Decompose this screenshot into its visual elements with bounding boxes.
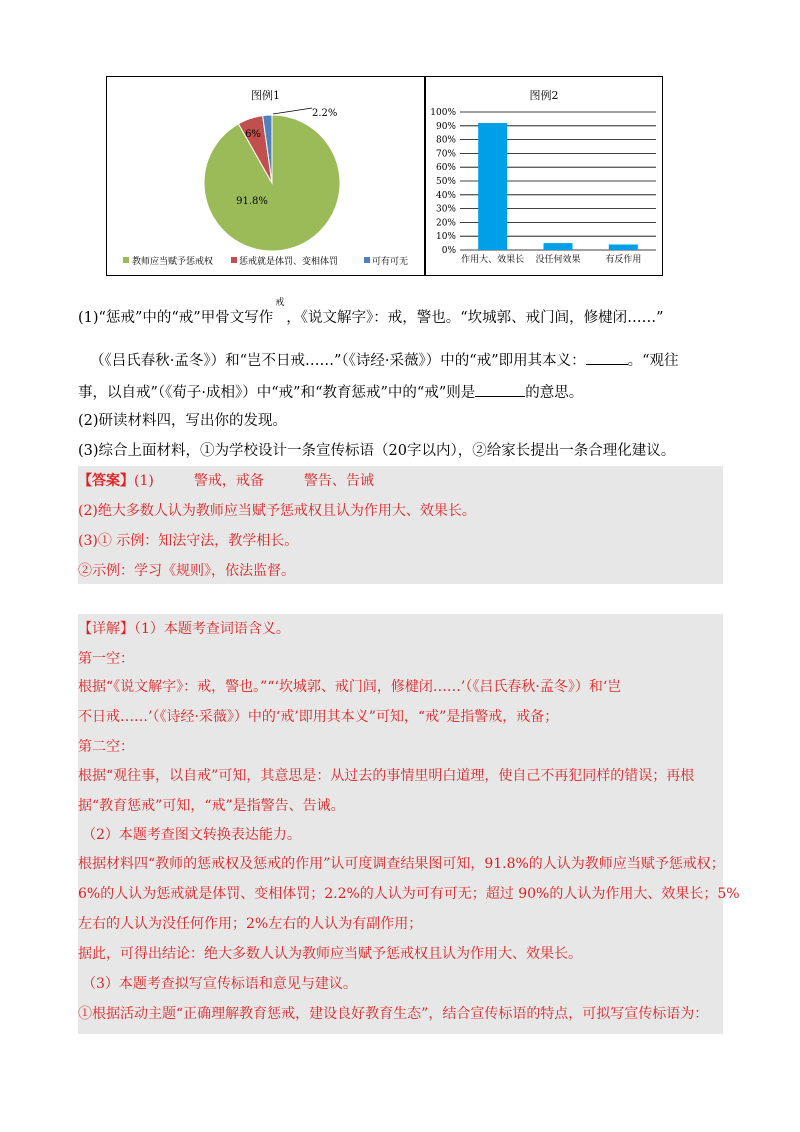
detail-line-11: 左右的人认为没任何作用；2%左右的人认为有副作用； bbox=[78, 916, 423, 932]
detail-line-2: 第一空： bbox=[78, 651, 134, 667]
answer-line-1 bbox=[78, 470, 374, 492]
q1-text-a: (1)“惩戒”中的“戒”甲骨文写作 bbox=[78, 310, 274, 326]
bar-y-tick-label: 60% bbox=[435, 163, 456, 174]
bar-y-tick-label: 0% bbox=[441, 246, 456, 256]
question-2: (2)研读材料四，写出你的发现。 bbox=[78, 413, 288, 429]
oracle-bone-glyph: 戒 bbox=[275, 298, 285, 308]
question-1-line-1 bbox=[78, 298, 664, 329]
bar-y-tick-label: 70% bbox=[435, 149, 456, 160]
fill-blank-1[interactable] bbox=[586, 350, 628, 365]
legend-swatch-2 bbox=[231, 257, 237, 263]
bar-category-label: 作用大、效果长 bbox=[461, 255, 525, 265]
detail-line-4: 不日戒……’（《诗经·采薇》）中的‘戒’即用其本义”可知，“戒”是指警戒，戒备； bbox=[78, 709, 559, 725]
legend-label-2: 惩戒就是体罚、变相体罚 bbox=[239, 257, 339, 267]
bar-y-tick-label: 90% bbox=[435, 121, 456, 132]
detail-line-12: 据此，可得出结论：绝大多数人认为教师应当赋予惩戒权且认为作用大、效果长。 bbox=[78, 946, 582, 962]
answer-3: (3)① 示例：知法守法，教学相长。 bbox=[78, 533, 299, 549]
bar-y-tick-label: 20% bbox=[435, 218, 456, 229]
detail-line-5: 第二空： bbox=[78, 739, 134, 755]
bar-y-tick-label: 40% bbox=[435, 190, 456, 201]
pie-label-small: 2.2% bbox=[312, 108, 338, 119]
q1-text-e: 事，以自戒”（《荀子·成相》）中“戒”和“教育惩戒”中的“戒”则是 bbox=[78, 385, 476, 401]
bar-category-label: 有反作用 bbox=[605, 255, 642, 265]
bar-3 bbox=[609, 244, 638, 250]
legend-swatch-3 bbox=[364, 257, 370, 263]
detail-line-1 bbox=[78, 618, 290, 640]
pie-label-mid: 6% bbox=[245, 129, 261, 140]
answer-1-value-2: 警告、告诫 bbox=[303, 473, 374, 489]
answer-1-value-1: 警戒，戒备 bbox=[193, 473, 264, 489]
bar-2 bbox=[544, 243, 573, 250]
bar-y-tick-label: 100% bbox=[430, 108, 456, 118]
bar-y-tick-label: 10% bbox=[435, 232, 456, 243]
q1-text-b: ，《说文解字》：戒，警也。“坎城郭、戒门闾，修楗闭……” bbox=[286, 310, 664, 326]
pie-leader-line bbox=[273, 108, 312, 114]
answer-tag: 【答案】 bbox=[78, 473, 134, 489]
detail-line-9: 根据材料四“教师的惩戒权及惩戒的作用”认可度调查结果图可知，91.8%的人认为教师应当赋予惩戒权； bbox=[78, 856, 725, 872]
pie-chart-svg bbox=[107, 77, 424, 275]
q1-text-f: 的意思。 bbox=[525, 385, 584, 401]
answer-1-num: (1) bbox=[134, 473, 154, 489]
question-3: (3)综合上面材料，①为学校设计一条宣传标语（20字以内），②给家长提出一条合理化建议。 bbox=[78, 443, 676, 459]
answer-2: (2)绝大多数人认为教师应当赋予惩戒权且认为作用大、效果长。 bbox=[78, 503, 476, 519]
legend-swatch-1 bbox=[123, 257, 129, 263]
bar-chart-svg bbox=[426, 77, 662, 275]
bar-y-tick-label: 50% bbox=[435, 177, 456, 187]
bar-y-tick-label: 30% bbox=[435, 204, 456, 215]
bar-y-tick-label: 80% bbox=[435, 135, 456, 146]
question-1-line-2 bbox=[90, 350, 679, 372]
pie-chart-title: 图例1 bbox=[251, 89, 280, 102]
detail-l1: （1）本题考查词语含义。 bbox=[134, 621, 290, 637]
detail-tag: 【详解】 bbox=[78, 621, 134, 637]
detail-line-7: 据“教育惩戒”可知，“戒”是指警告、告诫。 bbox=[78, 798, 345, 814]
pie-chart bbox=[106, 76, 425, 276]
detail-line-14: ①根据活动主题“正确理解教育惩戒，建设良好教育生态”，结合宣传标语的特点，可拟写宣传标语为： bbox=[78, 1006, 709, 1022]
question-1-line-3 bbox=[78, 382, 583, 404]
answer-3b: ②示例：学习《规则》，依法监督。 bbox=[78, 563, 295, 579]
fill-blank-2[interactable] bbox=[475, 382, 525, 397]
detail-line-13: （3）本题考查拟写宣传标语和意见与建议。 bbox=[82, 976, 357, 992]
detail-line-8: （2）本题考查图文转换表达能力。 bbox=[82, 827, 301, 843]
bar-chart bbox=[425, 76, 663, 276]
bar-category-label: 没任何效果 bbox=[535, 255, 581, 265]
q1-text-c: （《吕氏春秋·孟冬》）和“岂不日戒……”（《诗经·采薇》）中的“戒”即用其本义： bbox=[90, 353, 586, 369]
pie-label-big: 91.8% bbox=[236, 196, 268, 207]
q1-text-d: 。“观往 bbox=[627, 353, 679, 369]
detail-line-6: 根据“观往事，以自戒”可知，其意思是：从过去的事情里明白道理，使自己不再犯同样的错误；再根 bbox=[78, 768, 695, 784]
detail-line-10: 6%的人认为惩戒就是体罚、变相体罚；2.2%的人认为可有可无；超过 90%的人认为作用大、效果长；5% bbox=[78, 886, 740, 902]
bar-1 bbox=[478, 123, 507, 250]
detail-line-3: 根据“《说文解字》：戒，警也。”“‘坎城郭、戒门闾，修楗闭……’（《吕氏春秋·孟冬》）和‘岂 bbox=[78, 679, 622, 695]
legend-label-3: 可有可无 bbox=[372, 257, 409, 267]
legend-label-1: 教师应当赋予惩戒权 bbox=[132, 257, 214, 267]
bar-chart-title: 图例2 bbox=[529, 89, 559, 102]
